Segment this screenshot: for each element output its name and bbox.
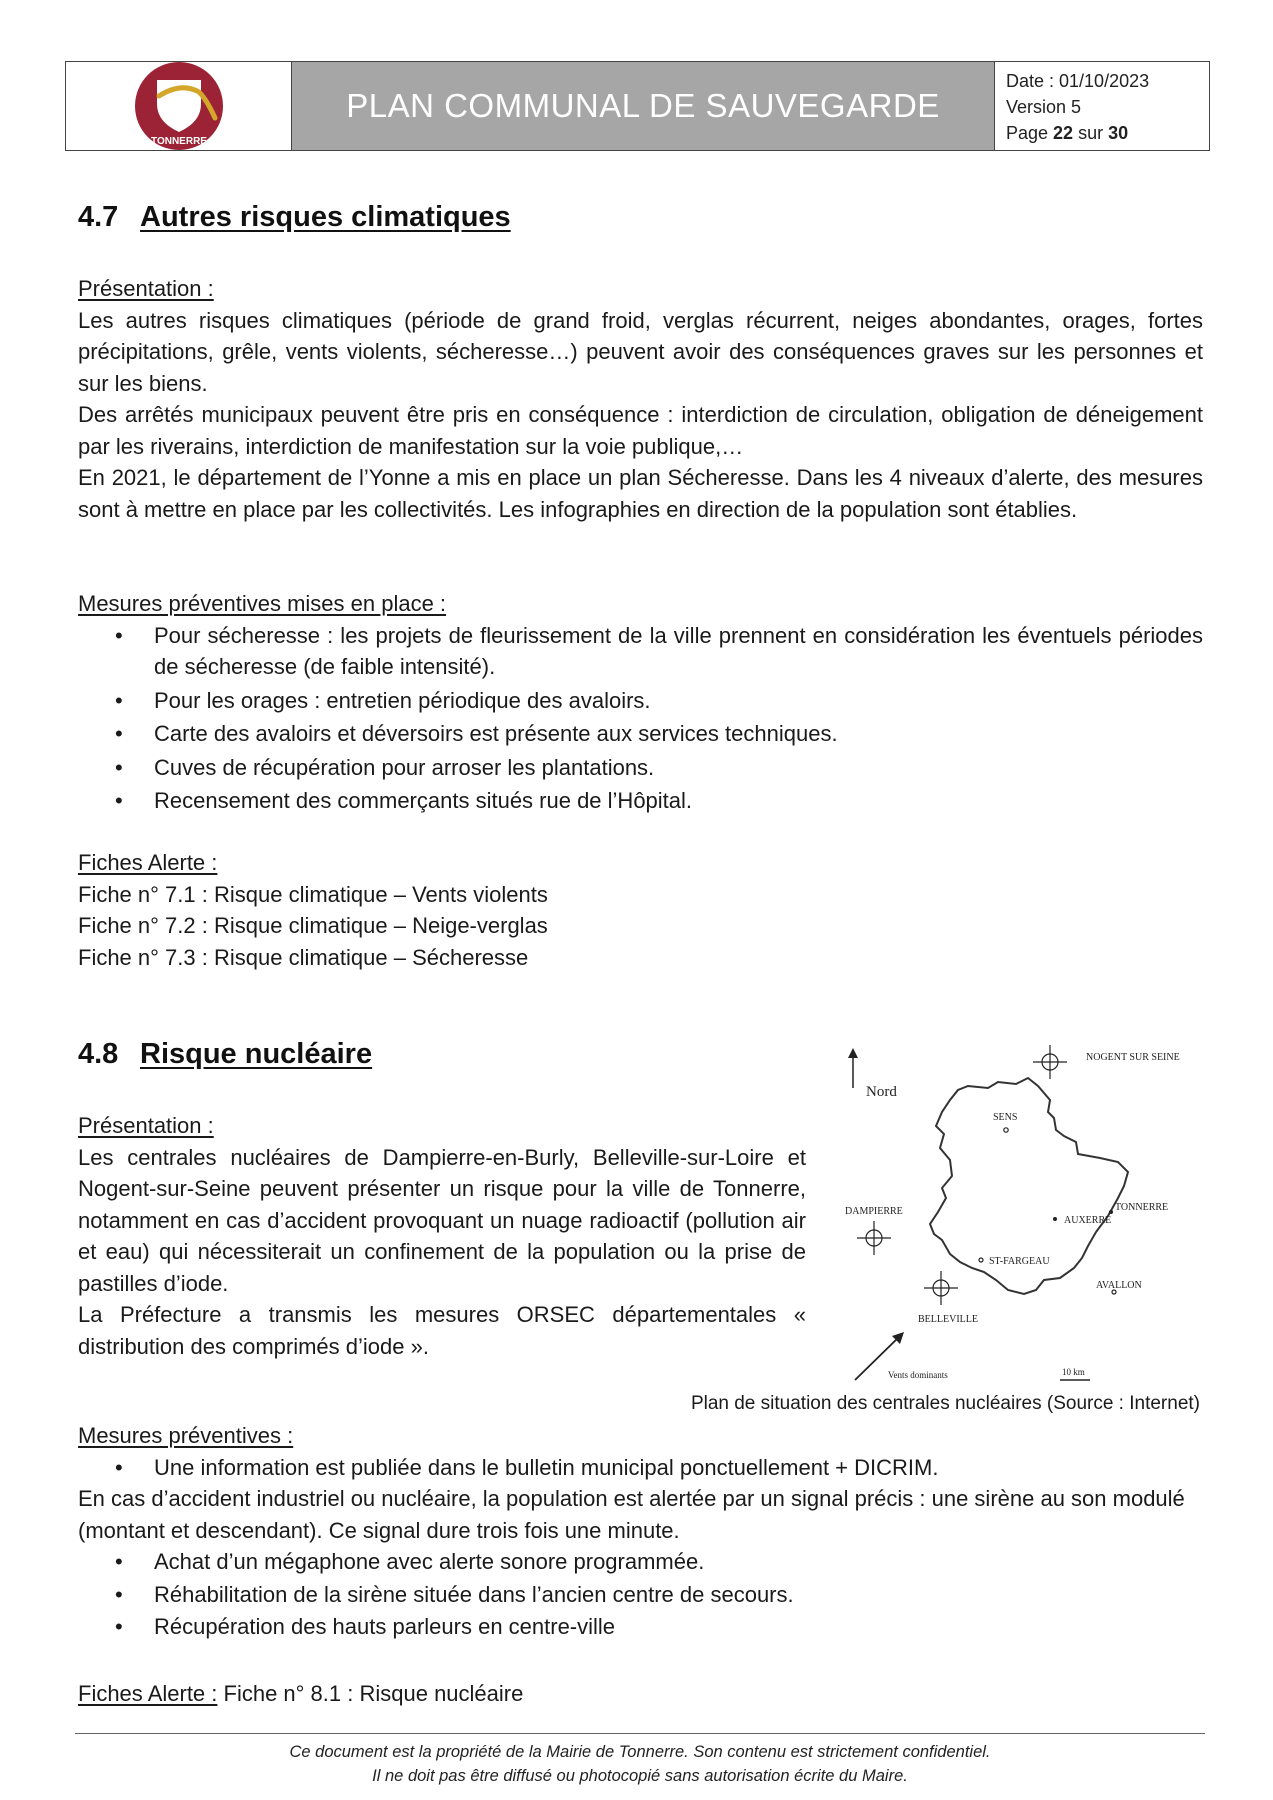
map-label-vents: Vents dominants bbox=[888, 1370, 948, 1380]
section-4-8-mesures bbox=[78, 1420, 1203, 1643]
belleville-plant-icon bbox=[924, 1271, 958, 1305]
section-4-7-presentation bbox=[78, 273, 1203, 525]
logo-cell bbox=[66, 62, 292, 150]
presentation-label: Présentation : bbox=[78, 1113, 214, 1138]
north-arrow-icon bbox=[848, 1048, 858, 1058]
list-item: • Réhabilitation de la sirène située dans l’ancien centre de secours. bbox=[78, 1579, 1203, 1611]
list-item: • Recensement des commerçants situés rue de l’Hôpital. bbox=[78, 785, 1203, 817]
alert-paragraph: En cas d’accident industriel ou nucléaire, la population est alertée par un signal précis : une sirène au son modulé (montant et descendant). Ce signal dure trois fois une minute. bbox=[78, 1486, 1185, 1543]
presentation-label: Présentation : bbox=[78, 276, 214, 301]
map-label-avallon: AVALLON bbox=[1096, 1280, 1142, 1291]
footer-divider bbox=[75, 1733, 1205, 1734]
paragraph: Les autres risques climatiques (période de grand froid, verglas récurrent, neiges abondantes, orages, fortes précipitations, grêle, vents violents, sécheresse…) peuvent avoir des conséquences graves sur les personnes et sur les biens. bbox=[78, 307, 1203, 396]
section-4-7-heading: 4.7 Autres risques climatiques bbox=[78, 201, 511, 233]
fiches-label: Fiches Alerte : bbox=[78, 850, 218, 875]
list-item: • Cuves de récupération pour arroser les plantations. bbox=[78, 752, 1203, 784]
document-version: Version 5 bbox=[1006, 97, 1082, 117]
map-label-belleville: BELLEVILLE bbox=[918, 1314, 978, 1325]
mesures-list bbox=[78, 620, 1203, 817]
fiche-item: Fiche n° 7.2 : Risque climatique – Neige-verglas bbox=[78, 913, 548, 938]
page-header bbox=[65, 61, 1210, 151]
footer-line-1: Ce document est la propriété de la Mairie de Tonnerre. Son contenu est strictement confidentiel. bbox=[289, 1743, 991, 1761]
mesures-label: Mesures préventives : bbox=[78, 1423, 294, 1448]
document-title: PLAN COMMUNAL DE SAUVEGARDE bbox=[292, 62, 995, 150]
section-4-7-fiches bbox=[78, 847, 1203, 973]
page-number: Page 22 sur 30 bbox=[1006, 123, 1129, 143]
paragraph: La Préfecture a transmis les mesures ORSEC départementales « distribution des comprimés d’iode ». bbox=[78, 1302, 806, 1359]
section-4-8-heading: 4.8 Risque nucléaire bbox=[78, 1038, 373, 1070]
logo-text: TONNERRE bbox=[150, 136, 207, 147]
mesures-list bbox=[78, 1452, 1203, 1484]
fiches-label: Fiches Alerte : bbox=[78, 1681, 218, 1706]
map-label-dampierre: DAMPIERRE bbox=[845, 1206, 903, 1217]
fiche-item: Fiche n° 8.1 : Risque nucléaire bbox=[217, 1681, 524, 1706]
paragraph: Les centrales nucléaires de Dampierre-en-Burly, Belleville-sur-Loire et Nogent-sur-Seine peuvent présenter un risque pour la ville de Tonnerre, notamment en cas d’accident provoquant un nuage radioactif (pollution air et eau) qui nécessiterait un confinement de la population ou la prise de pastilles d’iode. bbox=[78, 1144, 806, 1296]
mesures-label: Mesures préventives mises en place : bbox=[78, 591, 447, 616]
map-scale-label: 10 km bbox=[1062, 1367, 1085, 1377]
list-item: • Achat d’un mégaphone avec alerte sonore programmée. bbox=[78, 1546, 1203, 1578]
tonnerre-logo bbox=[133, 60, 225, 152]
section-4-7-mesures bbox=[78, 588, 1203, 817]
north-label: Nord bbox=[866, 1084, 897, 1100]
footer-line-2: Il ne doit pas être diffusé ou photocopié sans autorisation écrite du Maire. bbox=[372, 1767, 908, 1785]
map-label-nogent: NOGENT SUR SEINE bbox=[1086, 1052, 1180, 1063]
list-item: • Pour les orages : entretien périodique des avaloirs. bbox=[78, 685, 1203, 717]
map-label-sens: SENS bbox=[993, 1112, 1018, 1123]
section-4-8-presentation bbox=[78, 1110, 806, 1362]
map-label-auxerre: AUXERRE bbox=[1064, 1215, 1112, 1226]
list-item: • Récupération des hauts parleurs en centre-ville bbox=[78, 1611, 1203, 1643]
map-label-tonnerre: TONNERRE bbox=[1115, 1202, 1169, 1213]
list-item: • Pour sécheresse : les projets de fleurissement de la ville prennent en considération les éventuels périodes de sécheresse (de faible intensité). bbox=[78, 620, 1203, 683]
section-4-8-fiches bbox=[78, 1678, 1203, 1710]
nogent-plant-icon bbox=[1033, 1045, 1067, 1079]
fiche-item: Fiche n° 7.3 : Risque climatique – Sécheresse bbox=[78, 944, 529, 970]
list-item: • Une information est publiée dans le bulletin municipal ponctuellement + DICRIM. bbox=[78, 1452, 1203, 1484]
paragraph: En 2021, le département de l’Yonne a mis en place un plan Sécheresse. Dans les 4 niveaux d’alerte, des mesures sont à mettre en place par les collectivités. Les infographies en direction de la population sont établies. bbox=[78, 465, 1203, 522]
paragraph: Des arrêtés municipaux peuvent être pris en conséquence : interdiction de circulation, obligation de déneigement par les riverains, interdiction de manifestation sur la voie publique,… bbox=[78, 402, 1203, 459]
dampierre-plant-icon bbox=[857, 1221, 891, 1255]
nuclear-plants-map bbox=[838, 1040, 1210, 1386]
page-footer bbox=[75, 1740, 1205, 1788]
map-label-st-fargeau: ST-FARGEAU bbox=[989, 1256, 1050, 1267]
document-date: Date : 01/10/2023 bbox=[1006, 71, 1150, 91]
document-meta bbox=[995, 62, 1209, 150]
fiche-item: Fiche n° 7.1 : Risque climatique – Vents violents bbox=[78, 881, 548, 907]
map-caption: Plan de situation des centrales nucléaires (Source : Internet) bbox=[690, 1393, 1200, 1414]
mesures-list-2 bbox=[78, 1546, 1203, 1643]
list-item: • Carte des avaloirs et déversoirs est présente aux services techniques. bbox=[78, 718, 1203, 750]
